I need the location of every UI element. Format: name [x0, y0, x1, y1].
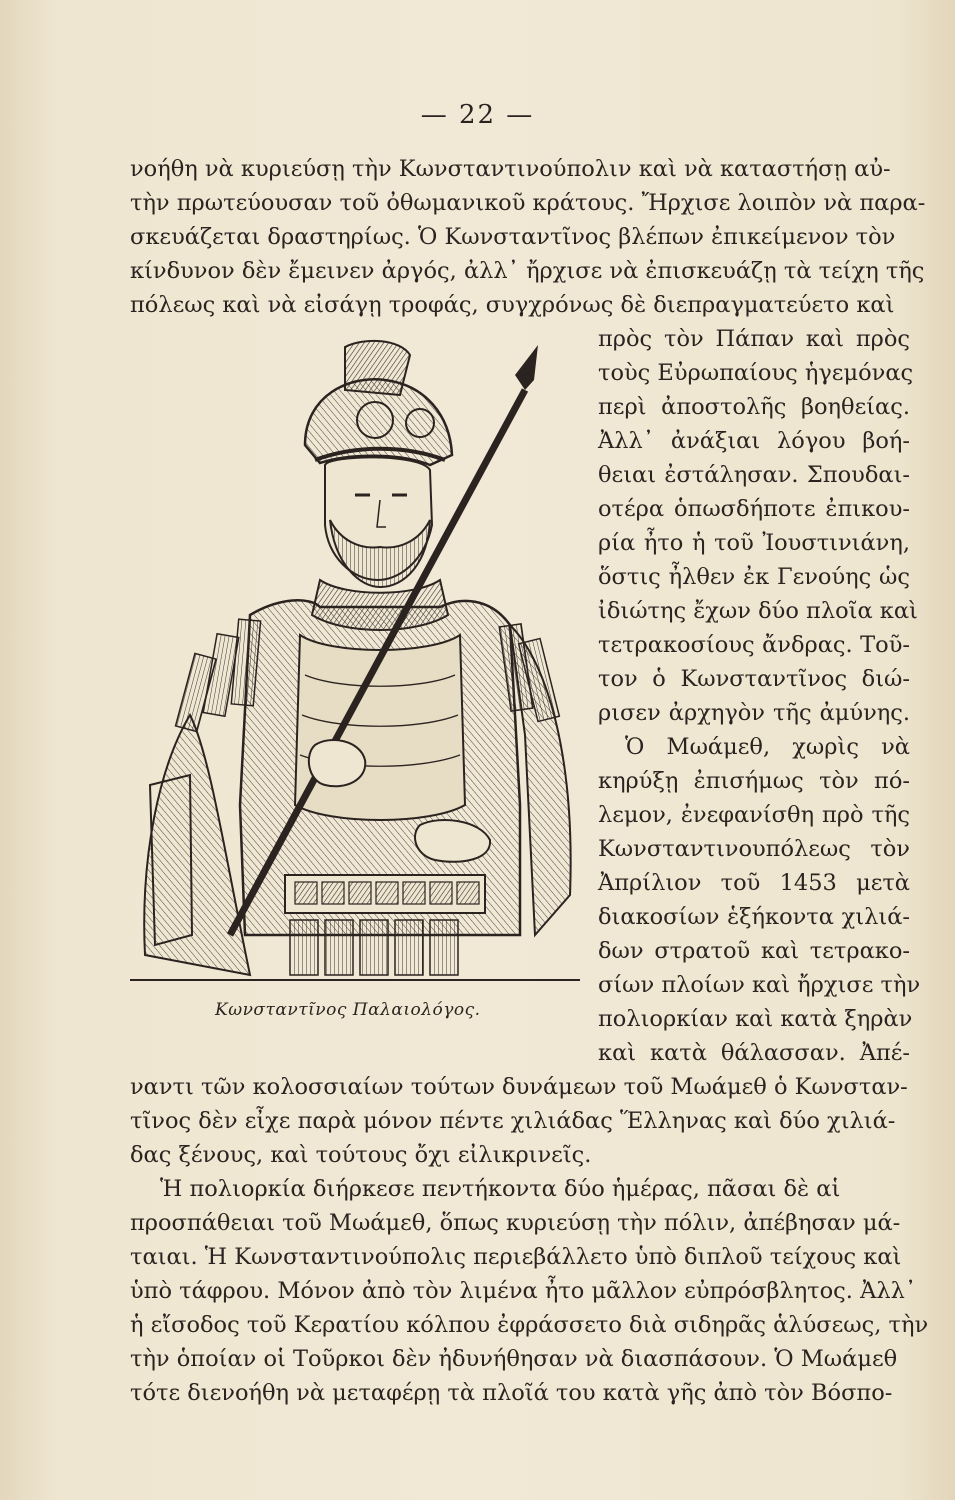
text-line: δας ξένους, καὶ τούτους ὄχι εἰλικρινεῖς. — [130, 1142, 592, 1168]
text-line: ἡ εἴσοδος τοῦ Κερατίου κόλπου ἐφράσσετο διὰ σιδηρᾶς ἁλύσεως, τὴν — [130, 1312, 929, 1338]
text-line: τὴν πρωτεύουσαν τοῦ ὀθωμανικοῦ κράτους. Ἤρχισε λοιπὸν νὰ παρα- — [130, 190, 926, 216]
portrait-caption: Κωνσταντῖνος Παλαιολόγος. — [215, 1000, 481, 1020]
text-line: τοὺς Εὐρωπαίους ἡγεμόνας — [598, 360, 914, 386]
portrait-engraving — [130, 335, 580, 995]
text-line: Ἡ πολιορκία διήρκεσε πεντήκοντα δύο ἡμέρας, πᾶσαι δὲ αἱ — [160, 1176, 841, 1202]
text-line: ναντι τῶν κολοσσιαίων τούτων δυνάμεων τοῦ Μωάμεθ ὁ Κωνσταν- — [130, 1074, 908, 1100]
text-line: τότε διενοήθη νὰ μεταφέρῃ τὰ πλοῖά του κατὰ γῆς ἀπὸ τὸν Βόσπο- — [130, 1380, 893, 1406]
text-line: τον ὁ Κωνσταντῖνος διώ- — [598, 666, 910, 692]
text-line: λεμον, ἐνεφανίσθη πρὸ τῆς — [598, 802, 910, 828]
text-line: σίων πλοίων καὶ ἤρχισε τὴν — [598, 972, 921, 998]
text-line: Ὁ Μωάμεθ, χωρὶς νὰ — [625, 734, 910, 760]
text-line: πρὸς τὸν Πάπαν καὶ πρὸς — [598, 326, 910, 352]
text-line: οτέρα ὁπωσδήποτε ἐπικου- — [598, 496, 910, 522]
text-line: ὅστις ἦλθεν ἐκ Γενούης ὡς — [598, 564, 910, 590]
text-line: θειαι ἐστάλησαν. Σπουδαι- — [598, 462, 910, 488]
text-line: διακοσίων ἑξήκοντα χιλιά- — [598, 904, 910, 930]
text-line: ἰδιώτης ἔχων δύο πλοῖα καὶ — [598, 598, 918, 624]
text-line: τῖνος δὲν εἶχε παρὰ μόνον πέντε χιλιάδας Ἕλληνας καὶ δύο χιλιά- — [130, 1108, 896, 1134]
text-line: πόλεως καὶ νὰ εἰσάγῃ τροφάς, συγχρόνως δὲ διεπραγματεύετο καὶ — [130, 292, 895, 318]
text-line: ὑπὸ τάφρου. Μόνον ἀπὸ τὸν λιμένα ἦτο μᾶλλον εὐπρόσβλητος. Ἀλλ᾽ — [130, 1278, 917, 1304]
text-line: καὶ κατὰ θάλασσαν. Ἀπέ- — [598, 1040, 910, 1066]
text-line: ταιαι. Ἡ Κωνσταντινούπολις περιεβάλλετο ὑπὸ διπλοῦ τείχους καὶ — [130, 1244, 902, 1270]
text-line: πολιορκίαν καὶ κατὰ ξηρὰν — [598, 1006, 913, 1032]
page-number: — 22 — — [420, 100, 535, 130]
text-line: τετρακοσίους ἄνδρας. Τοῦ- — [598, 632, 910, 658]
text-line: κίνδυνον δὲν ἔμεινεν ἀργός, ἀλλ᾽ ἤρχισε νὰ ἐπισκευάζῃ τὰ τείχη τῆς — [130, 258, 925, 284]
text-line: τὴν ὁποίαν οἱ Τοῦρκοι δὲν ἠδυνήθησαν νὰ διασπάσουν. Ὁ Μωάμεθ — [130, 1346, 898, 1372]
text-line: Κωνσταντινουπόλεως τὸν — [598, 836, 910, 862]
text-line: περὶ ἀποστολῆς βοηθείας. — [598, 394, 910, 420]
text-line: νοήθη νὰ κυριεύσῃ τὴν Κωνσταντινούπολιν καὶ νὰ καταστήσῃ αὐ- — [130, 156, 891, 182]
text-line: ρισεν ἀρχηγὸν τῆς ἀμύνης. — [598, 700, 910, 726]
text-line: ρία ἦτο ἡ τοῦ Ἰουστινιάνη, — [598, 530, 910, 556]
text-line: κηρύξῃ ἐπισήμως τὸν πό- — [598, 768, 910, 794]
text-line: σκευάζεται δραστηρίως. Ὁ Κωνσταντῖνος βλέπων ἐπικείμενον τὸν — [130, 224, 896, 250]
text-line: δων στρατοῦ καὶ τετρακο- — [598, 938, 910, 964]
text-line: Ἀπρίλιον τοῦ 1453 μετὰ — [598, 870, 910, 896]
text-line: προσπάθειαι τοῦ Μωάμεθ, ὅπως κυριεύσῃ τὴν πόλιν, ἀπέβησαν μά- — [130, 1210, 901, 1236]
text-line: Ἀλλ᾽ ἀνάξιαι λόγου βοή- — [598, 428, 910, 454]
